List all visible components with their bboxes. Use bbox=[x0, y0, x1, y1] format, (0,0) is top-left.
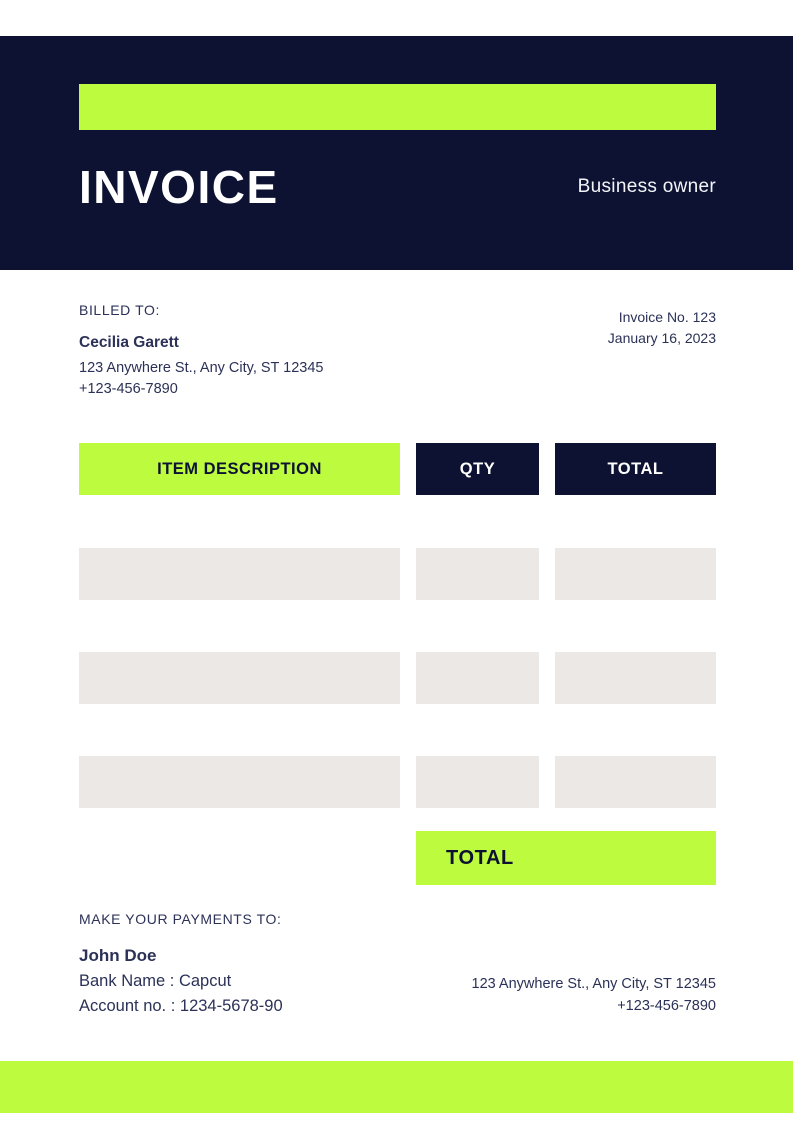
payments-to-label: MAKE YOUR PAYMENTS TO: bbox=[79, 911, 282, 928]
placeholder-cell-description bbox=[79, 756, 400, 808]
grand-total-bar bbox=[416, 831, 716, 885]
placeholder-cell-total bbox=[555, 756, 716, 808]
bank-name: Bank Name : Capcut bbox=[79, 971, 232, 990]
invoice-header bbox=[0, 36, 793, 270]
column-header-total: TOTAL bbox=[555, 443, 716, 495]
table-row bbox=[79, 652, 716, 704]
placeholder-cell-description bbox=[79, 652, 400, 704]
top-margin bbox=[0, 0, 793, 36]
placeholder-cell-description bbox=[79, 548, 400, 600]
invoice-meta-block bbox=[608, 302, 716, 399]
sender-address-block bbox=[472, 973, 717, 1020]
billed-to-block bbox=[79, 302, 324, 399]
payee-name: John Doe bbox=[79, 946, 157, 966]
grand-total-label: TOTAL bbox=[446, 846, 514, 869]
billing-section bbox=[79, 302, 716, 399]
billed-to-label: BILLED TO: bbox=[79, 302, 160, 318]
placeholder-cell-total bbox=[555, 548, 716, 600]
placeholder-cell-total bbox=[555, 652, 716, 704]
invoice-number: Invoice No. 123 bbox=[618, 309, 716, 325]
placeholder-cell-qty bbox=[416, 652, 539, 704]
table-header-row bbox=[79, 443, 716, 495]
table-row bbox=[79, 548, 716, 600]
column-header-item-description: ITEM DESCRIPTION bbox=[79, 443, 400, 495]
placeholder-cell-qty bbox=[416, 548, 539, 600]
sender-phone: +123-456-7890 bbox=[617, 998, 716, 1015]
sender-address: 123 Anywhere St., Any City, ST 12345 bbox=[471, 975, 716, 992]
payments-section bbox=[79, 911, 716, 1020]
client-name: Cecilia Garett bbox=[79, 334, 179, 351]
payment-details-block bbox=[79, 911, 283, 1020]
column-header-qty: QTY bbox=[416, 443, 539, 495]
account-number: Account no. : 1234-5678-90 bbox=[79, 997, 283, 1016]
footer-accent-bar bbox=[0, 1061, 793, 1113]
invoice-body bbox=[0, 302, 793, 1020]
invoice-date: January 16, 2023 bbox=[607, 330, 716, 346]
header-title-row bbox=[79, 162, 716, 213]
placeholder-cell-qty bbox=[416, 756, 539, 808]
client-phone: +123-456-7890 bbox=[79, 380, 178, 397]
page-title: INVOICE bbox=[79, 161, 279, 213]
table-row bbox=[79, 756, 716, 808]
client-address: 123 Anywhere St., Any City, ST 12345 bbox=[79, 360, 324, 376]
business-owner-label: Business owner bbox=[577, 176, 716, 198]
header-accent-bar bbox=[79, 84, 716, 130]
